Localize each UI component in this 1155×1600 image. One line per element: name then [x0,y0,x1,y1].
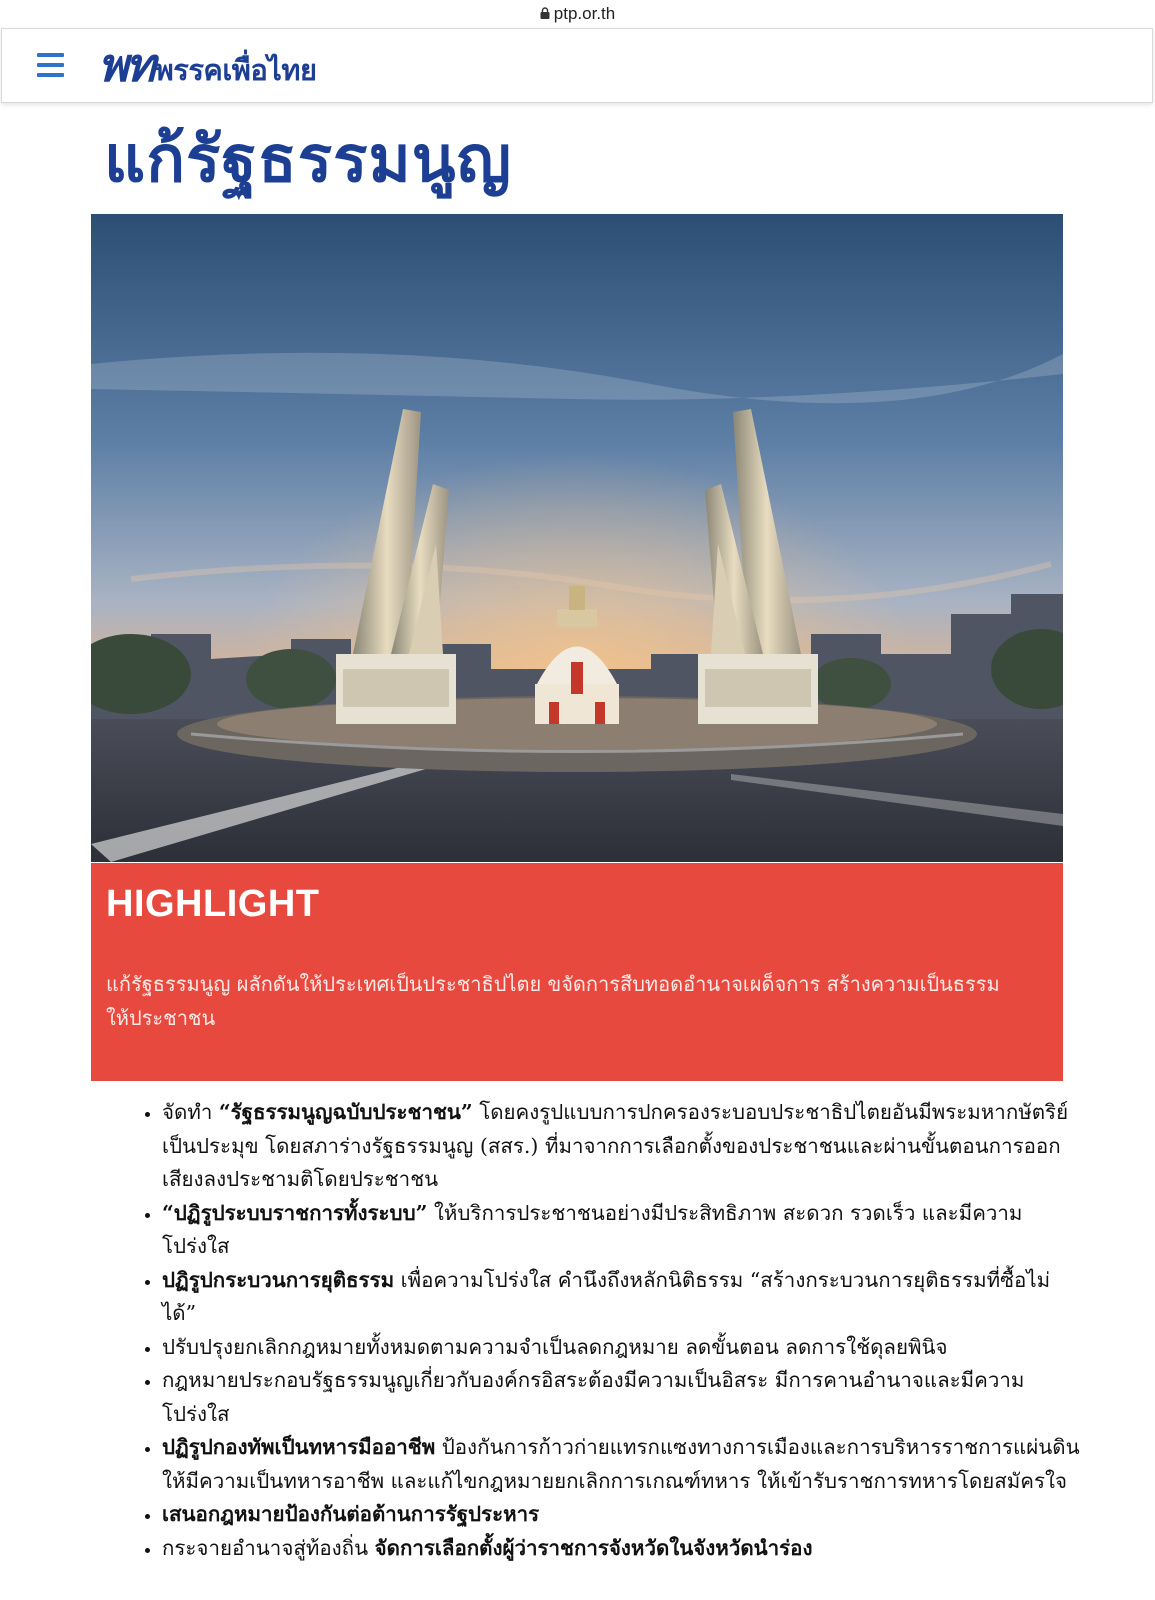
site-header [1,28,1153,103]
hero-image [91,214,1063,862]
highlight-heading: HIGHLIGHT [106,883,320,925]
lock-icon [540,7,550,19]
list-item: • ปฏิรูปกองทัพเป็นทหารมืออาชีพ ป้องกันการก้าวก่ายแทรกแซงทางการเมืองและการบริหารราชการแผ่นดิน ให้มีความเป็นทหารอาชีพ และแก้ไขกฎหมายยกเลิกการเกณฑ์ทหาร ให้เข้ารับราชการทหารโดยสมัครใจ [162,1431,1082,1498]
list-item: • เสนอกฎหมายป้องกันต่อต้านการรัฐประหาร [162,1498,1082,1532]
list-item: • กฎหมายประกอบรัฐธรรมนูญเกี่ยวกับองค์กรอิสระต้องมีความเป็นอิสระ มีการคานอำนาจและมีความโปร่งใส [162,1364,1082,1431]
hamburger-menu-icon[interactable] [37,53,64,77]
page-title: แก้รัฐธรรมนูญ [104,123,512,197]
list-item: • “ปฏิรูประบบราชการทั้งระบบ” ให้บริการประชาชนอย่างมีประสิทธิภาพ สะดวก รวดเร็ว และมีความโปร่งใส [162,1197,1082,1264]
party-logo[interactable] [98,37,316,93]
url-text: ptp.or.th [553,4,616,23]
logo-text: พรรคเพื่อไทย [154,53,317,87]
list-item: • ปฏิรูปกระบวนการยุติธรรม เพื่อความโปร่งใส คำนึงถึงหลักนิติธรรม “สร้างกระบวนการยุติธรรมที่ซื้อไม่ได้” [162,1264,1082,1331]
list-item: • จัดทำ “รัฐธรรมนูญฉบับประชาชน” โดยคงรูปแบบการปกครองระบอบประชาธิปไตยอันมีพระมหากษัตริย์เป็นประมุข โดยสภาร่างรัฐธรรมนูญ (สสร.) ที่มาจากการเลือกตั้งของประชาชนและผ่านขั้นตอนการออกเสียงลงประชามติโดยประชาชน [162,1096,1082,1197]
highlight-text: แก้รัฐธรรมนูญ ผลักดันให้ประเทศเป็นประชาธิปไตย ขจัดการสืบทอดอำนาจเผด็จการ สร้างความเป็นธรรมให้ประชาชน [106,972,1000,1030]
url-bar[interactable] [0,0,1155,28]
highlight-box [91,863,1063,1081]
policy-list [140,1096,1082,1565]
logo-mark: พท [98,38,153,92]
democracy-monument-illustration [91,214,1063,862]
list-item: • กระจายอำนาจสู่ท้องถิ่น จัดการเลือกตั้งผู้ว่าราชการจังหวัดในจังหวัดนำร่อง [162,1532,1082,1566]
list-item: • ปรับปรุงยกเลิกกฎหมายทั้งหมดตามความจำเป็นลดกฎหมาย ลดขั้นตอน ลดการใช้ดุลยพินิจ [162,1331,1082,1365]
